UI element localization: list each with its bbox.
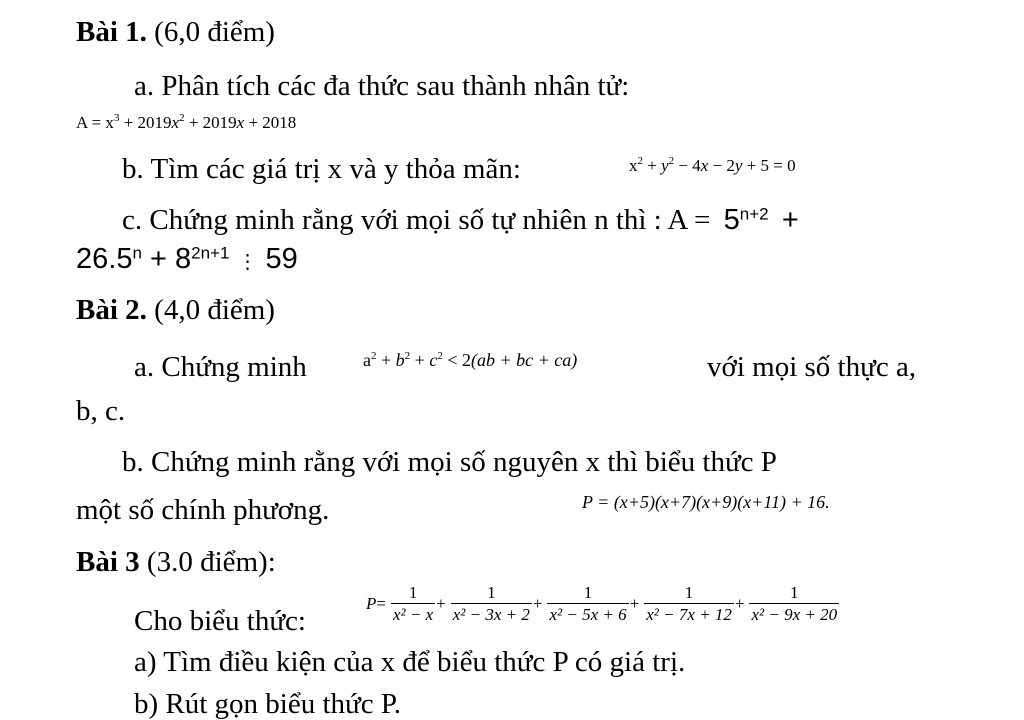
- variable: x: [700, 156, 709, 175]
- plus-sign: +: [532, 594, 543, 613]
- bai3-intro: Cho biểu thức:: [134, 605, 306, 637]
- fraction-term: [451, 583, 532, 625]
- variable: a: [363, 350, 371, 370]
- fraction-numerator: 1: [583, 583, 593, 602]
- formula-part: A = x: [76, 113, 114, 132]
- exponent: n: [132, 243, 142, 263]
- plus-sign: +: [734, 594, 745, 613]
- fraction-term: [749, 583, 839, 625]
- fraction-numerator: 1: [790, 583, 799, 602]
- fraction-denominator: x² − 3x + 2: [452, 605, 530, 624]
- bai3-b-text: b) Rút gọn biểu thức P.: [134, 688, 402, 720]
- bai2-heading: [76, 296, 275, 325]
- bai1-b-formula: [629, 157, 796, 174]
- bai1-points: (6,0 điểm): [154, 16, 275, 48]
- variable: b: [395, 350, 405, 370]
- exponent: 2: [404, 350, 411, 363]
- bai2-b-text: b. Chứng minh rằng với mọi số nguyên x thì biểu thức P: [122, 446, 777, 478]
- bai1-c-line2: [76, 245, 298, 274]
- bai3-a-text: a) Tìm điều kiện của x để biểu thức P có giá trị.: [134, 646, 686, 678]
- bai2-a-line2: b, c.: [76, 395, 126, 427]
- fraction-term: [547, 583, 628, 625]
- variable: y: [661, 156, 669, 175]
- variable: x: [171, 113, 180, 132]
- formula-part: − 4: [674, 156, 701, 175]
- formula-part: +: [376, 350, 396, 370]
- fraction-numerator: 1: [684, 583, 694, 602]
- formula-part: 5: [723, 204, 740, 236]
- formula-part: + 5 = 0: [742, 156, 796, 175]
- variable: x: [629, 156, 638, 175]
- variable: y: [734, 156, 743, 175]
- formula-part: − 2: [708, 156, 735, 175]
- bai1-c-line1: [122, 206, 799, 235]
- bai2-b-line2: một số chính phương.: [76, 494, 330, 526]
- bai2-a-text: a. Chứng minh: [134, 351, 307, 383]
- bai2-title: Bài 2.: [76, 294, 147, 326]
- exponent: 2: [437, 350, 443, 363]
- bai1-a-text: a. Phân tích các đa thức sau thành nhân tử:: [134, 70, 630, 102]
- fraction-term: [391, 583, 435, 625]
- formula-part: +: [781, 204, 799, 236]
- bai3-heading: [76, 548, 276, 577]
- formula-part: +: [643, 156, 662, 175]
- fraction-denominator: x² − 7x + 12: [646, 605, 732, 624]
- fraction-numerator: 1: [487, 583, 496, 602]
- bai1-c-text: c. Chứng minh rằng với mọi số tự nhiên n thì : A =: [122, 204, 711, 236]
- fraction-denominator: x² − x: [392, 605, 434, 624]
- formula-part: 59: [257, 243, 298, 275]
- bai2-b-formula: P = (x+5)(x+7)(x+9)(x+11) + 16.: [582, 492, 830, 512]
- fraction-denominator: x² − 5x + 6: [549, 605, 627, 624]
- formula-part: + 8: [141, 243, 192, 275]
- exponent: n+2: [739, 204, 769, 224]
- formula-part: (ab + bc + ca): [470, 350, 578, 370]
- bai1-b-text: b. Tìm các giá trị x và y thỏa mãn:: [122, 153, 521, 185]
- exponent: 2: [668, 155, 675, 168]
- exponent: 2: [371, 350, 377, 363]
- equals-sign: =: [376, 594, 386, 613]
- exponent: 2n+1: [191, 243, 230, 263]
- variable: P: [366, 594, 377, 613]
- bai3-points: (3.0 điểm):: [146, 546, 276, 578]
- bai1-a-formula: [76, 114, 296, 131]
- formula-part: + 2019: [119, 113, 172, 132]
- bai2-a-formula: [363, 351, 577, 369]
- formula-part: +: [410, 350, 430, 370]
- bai2-a-tail: với mọi số thực a,: [707, 351, 917, 383]
- exponent: 2: [179, 112, 185, 125]
- variable: x: [236, 113, 245, 132]
- bai1-title: Bài 1.: [76, 16, 147, 48]
- plus-sign: +: [436, 594, 446, 613]
- formula-part: 26.5: [76, 243, 133, 275]
- bai3-formula: [366, 583, 840, 625]
- bai1-heading: [76, 18, 275, 47]
- formula-part: + 2018: [244, 113, 297, 132]
- plus-sign: +: [629, 594, 640, 613]
- divides-symbol: ⋮: [237, 251, 258, 273]
- formula-part: + 2019: [184, 113, 237, 132]
- bai2-points: (4,0 điểm): [154, 294, 275, 326]
- formula-part: < 2: [442, 350, 471, 370]
- variable: c: [429, 350, 438, 370]
- exponent: 3: [113, 112, 120, 125]
- bai3-title: Bài 3: [76, 546, 140, 578]
- fraction-numerator: 1: [408, 583, 418, 602]
- exponent: 2: [637, 155, 643, 168]
- fraction-denominator: x² − 9x + 20: [751, 605, 838, 624]
- fraction-term: [644, 583, 734, 625]
